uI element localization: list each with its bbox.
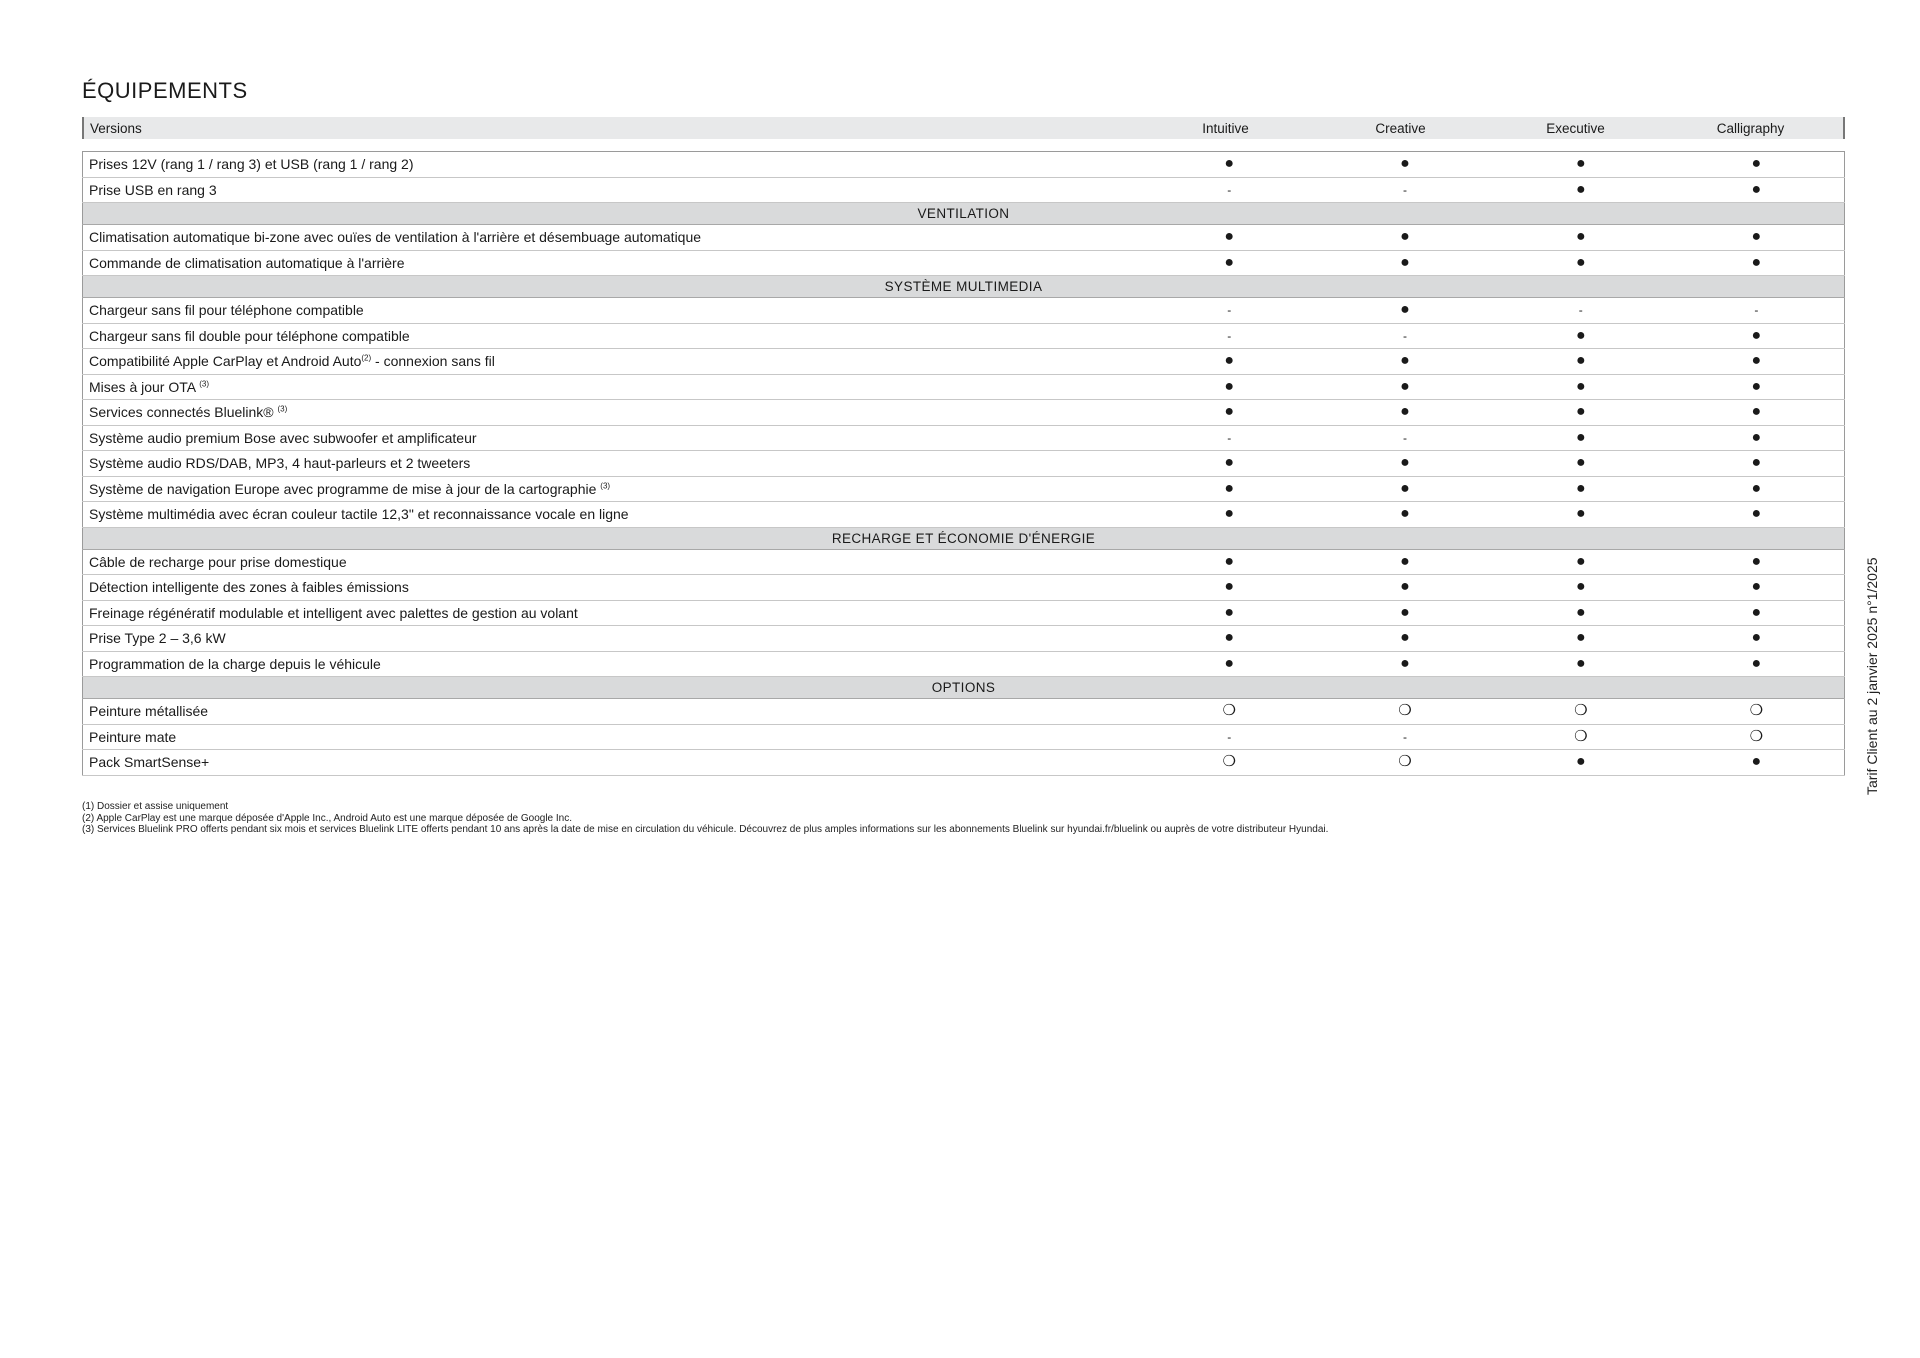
standard-dot-icon: ● [1575, 753, 1586, 771]
table-row [83, 724, 1845, 750]
not-available-dash: - [1402, 182, 1407, 197]
availability-cell [1493, 699, 1669, 725]
footnote-ref: (3) [199, 379, 209, 389]
row-label [83, 374, 1142, 400]
row-label-text: Mises à jour OTA [89, 378, 200, 395]
availability-cell [1141, 298, 1317, 324]
standard-dot-icon: ● [1224, 377, 1235, 395]
standard-dot-icon: ● [1224, 228, 1235, 246]
standard-dot-icon: ● [1751, 352, 1762, 370]
availability-cell [1141, 750, 1317, 776]
option-circle-icon: ❍ [1574, 702, 1588, 720]
row-label [83, 600, 1142, 626]
availability-cell [1141, 626, 1317, 652]
standard-dot-icon: ● [1224, 505, 1235, 523]
row-label-text: Peinture métallisée [89, 703, 209, 720]
standard-dot-icon: ● [1400, 578, 1410, 596]
table-header [82, 117, 1845, 139]
availability-cell [1317, 502, 1493, 528]
availability-cell [1669, 225, 1845, 251]
row-label-text: Peinture mate [89, 728, 177, 745]
row-label [83, 298, 1142, 324]
equipment-table-wrapper [82, 117, 1845, 776]
availability-cell [1669, 323, 1845, 349]
availability-cell [1669, 502, 1845, 528]
footnotes [82, 801, 1328, 836]
section-row [83, 276, 1845, 298]
option-circle-icon: ❍ [1398, 702, 1412, 720]
availability-cell [1141, 575, 1317, 601]
standard-dot-icon: ● [1224, 654, 1235, 672]
standard-dot-icon: ● [1400, 352, 1410, 370]
standard-dot-icon: ● [1575, 326, 1586, 344]
row-label-text: Prise Type 2 – 3,6 kW [89, 630, 226, 647]
row-label [83, 651, 1142, 677]
row-label-text: Câble de recharge pour prise domestique [89, 553, 347, 570]
not-available-dash: - [1402, 430, 1407, 445]
row-label-text: Commande de climatisation automatique à l'arrière [89, 254, 405, 271]
standard-dot-icon: ● [1575, 377, 1586, 395]
standard-dot-icon: ● [1751, 753, 1762, 771]
standard-dot-icon: ● [1224, 629, 1235, 647]
table-row [83, 575, 1845, 601]
row-label-text: Freinage régénératif modulable et intelligent avec palettes de gestion au volant [89, 604, 578, 621]
availability-cell [1669, 549, 1845, 575]
standard-dot-icon: ● [1751, 428, 1762, 446]
table-row [83, 425, 1845, 451]
option-circle-icon: ❍ [1222, 702, 1236, 720]
availability-cell [1493, 724, 1669, 750]
availability-cell [1669, 476, 1845, 502]
availability-cell [1669, 425, 1845, 451]
standard-dot-icon: ● [1224, 578, 1235, 596]
row-label [83, 400, 1142, 426]
section-row [83, 677, 1845, 699]
availability-cell [1317, 600, 1493, 626]
row-label [83, 750, 1142, 776]
table-row [83, 225, 1845, 251]
availability-cell [1141, 323, 1317, 349]
standard-dot-icon: ● [1751, 479, 1762, 497]
availability-cell [1141, 250, 1317, 276]
availability-cell [1493, 250, 1669, 276]
availability-cell [1317, 225, 1493, 251]
standard-dot-icon: ● [1751, 552, 1762, 570]
standard-dot-icon: ● [1575, 253, 1586, 271]
standard-dot-icon: ● [1575, 352, 1586, 370]
option-circle-icon: ❍ [1574, 727, 1588, 745]
availability-cell [1141, 425, 1317, 451]
table-row [83, 549, 1845, 575]
not-available-dash: - [1402, 328, 1407, 343]
availability-cell [1669, 750, 1845, 776]
availability-cell [1317, 374, 1493, 400]
side-note: Tarif Client au 2 janvier 2025 n°1/2025 [1864, 557, 1880, 795]
availability-cell [1493, 177, 1669, 203]
standard-dot-icon: ● [1751, 326, 1762, 344]
table-row [83, 502, 1845, 528]
availability-cell [1141, 177, 1317, 203]
footnote-ref: (3) [277, 404, 288, 414]
table-row [83, 476, 1845, 502]
standard-dot-icon: ● [1224, 552, 1235, 570]
row-label-text: Services connectés Bluelink® [89, 404, 278, 421]
standard-dot-icon: ● [1224, 454, 1235, 472]
availability-cell [1317, 323, 1493, 349]
availability-cell [1493, 600, 1669, 626]
table-row [83, 177, 1845, 203]
availability-cell [1669, 374, 1845, 400]
standard-dot-icon: ● [1751, 155, 1762, 173]
section-row [83, 203, 1845, 225]
availability-cell [1141, 476, 1317, 502]
footnote-3: (3) Services Bluelink PRO offerts pendant six mois et services Bluelink LITE offerts pendant 10 ans après la date de mise en circulation du véhicule. Découvrez de plus amples informations sur les abonnements Bluelink sur hyundai.fr/bluelink ou auprès de votre distributeur Hyundai. [82, 824, 1329, 835]
table-row [83, 250, 1845, 276]
availability-cell [1669, 349, 1845, 375]
standard-dot-icon: ● [1575, 552, 1586, 570]
table-row [83, 750, 1845, 776]
availability-cell [1669, 451, 1845, 477]
row-label [83, 152, 1142, 178]
row-label [83, 250, 1142, 276]
availability-cell [1317, 425, 1493, 451]
availability-cell [1669, 626, 1845, 652]
row-label-text: Climatisation automatique bi-zone avec ouïes de ventilation à l'arrière et désembuage automatique [89, 229, 702, 246]
availability-cell [1493, 651, 1669, 677]
availability-cell [1317, 177, 1493, 203]
standard-dot-icon: ● [1400, 552, 1410, 570]
header-executive: Executive [1546, 120, 1605, 136]
availability-cell [1317, 575, 1493, 601]
table-body [83, 152, 1845, 776]
row-label-text: Chargeur sans fil pour téléphone compatible [89, 302, 364, 319]
availability-cell [1317, 298, 1493, 324]
availability-cell [1317, 651, 1493, 677]
option-circle-icon: ❍ [1398, 753, 1412, 771]
availability-cell [1493, 575, 1669, 601]
availability-cell [1141, 451, 1317, 477]
not-available-dash: - [1227, 729, 1232, 744]
availability-cell [1669, 600, 1845, 626]
row-label [83, 699, 1142, 725]
standard-dot-icon: ● [1575, 654, 1586, 672]
row-label-text: Programmation de la charge depuis le véhicule [89, 655, 381, 672]
standard-dot-icon: ● [1575, 454, 1586, 472]
footnote-ref: (3) [600, 481, 611, 491]
not-available-dash: - [1227, 328, 1232, 343]
row-label [83, 549, 1142, 575]
availability-cell [1493, 400, 1669, 426]
availability-cell [1493, 349, 1669, 375]
availability-cell [1141, 225, 1317, 251]
option-circle-icon: ❍ [1749, 727, 1764, 745]
row-label-suffix: - connexion sans fil [371, 353, 495, 370]
standard-dot-icon: ● [1575, 428, 1586, 446]
not-available-dash: - [1754, 303, 1759, 318]
standard-dot-icon: ● [1224, 253, 1235, 271]
availability-cell [1317, 476, 1493, 502]
availability-cell [1317, 152, 1493, 178]
availability-cell [1493, 374, 1669, 400]
page-title: ÉQUIPEMENTS [82, 78, 248, 103]
standard-dot-icon: ● [1751, 505, 1762, 523]
availability-cell [1141, 651, 1317, 677]
table-row [83, 651, 1845, 677]
option-circle-icon: ❍ [1222, 753, 1236, 771]
section-title: OPTIONS [83, 677, 1845, 699]
table-row [83, 699, 1845, 725]
row-label [83, 502, 1142, 528]
availability-cell [1141, 549, 1317, 575]
row-label-text: Chargeur sans fil double pour téléphone compatible [89, 327, 410, 344]
availability-cell [1317, 699, 1493, 725]
table-row [83, 323, 1845, 349]
availability-cell [1669, 177, 1845, 203]
row-label-text: Système audio RDS/DAB, MP3, 4 haut-parleurs et 2 tweeters [89, 455, 471, 472]
availability-cell [1317, 250, 1493, 276]
standard-dot-icon: ● [1575, 479, 1586, 497]
standard-dot-icon: ● [1751, 603, 1762, 621]
availability-cell [1141, 502, 1317, 528]
standard-dot-icon: ● [1751, 377, 1762, 395]
standard-dot-icon: ● [1224, 603, 1235, 621]
equipment-table [82, 151, 1845, 776]
table-row [83, 400, 1845, 426]
not-available-dash: - [1402, 729, 1407, 744]
not-available-dash: - [1578, 303, 1583, 318]
standard-dot-icon: ● [1400, 228, 1410, 246]
availability-cell [1493, 750, 1669, 776]
standard-dot-icon: ● [1575, 228, 1586, 246]
table-row [83, 349, 1845, 375]
standard-dot-icon: ● [1400, 253, 1410, 271]
row-label [83, 349, 1142, 375]
standard-dot-icon: ● [1224, 479, 1235, 497]
row-label [83, 476, 1142, 502]
availability-cell [1141, 724, 1317, 750]
availability-cell [1669, 400, 1845, 426]
not-available-dash: - [1227, 182, 1232, 197]
standard-dot-icon: ● [1575, 603, 1586, 621]
availability-cell [1493, 225, 1669, 251]
table-row [83, 374, 1845, 400]
availability-cell [1493, 626, 1669, 652]
standard-dot-icon: ● [1751, 654, 1762, 672]
not-available-dash: - [1227, 303, 1232, 318]
header-calligraphy: Calligraphy [1716, 120, 1785, 136]
standard-dot-icon: ● [1575, 155, 1586, 173]
row-label [83, 575, 1142, 601]
table-row [83, 451, 1845, 477]
row-label-text: Compatibilité Apple CarPlay et Android Auto [89, 353, 362, 370]
footnote-1: (1) Dossier et assise uniquement [82, 801, 229, 812]
availability-cell [1141, 349, 1317, 375]
row-label [83, 626, 1142, 652]
availability-cell [1317, 750, 1493, 776]
availability-cell [1317, 724, 1493, 750]
header-versions: Versions [90, 120, 142, 136]
availability-cell [1493, 298, 1669, 324]
availability-cell [1669, 152, 1845, 178]
footnote-ref: (2) [361, 353, 372, 363]
not-available-dash: - [1227, 430, 1232, 445]
availability-cell [1493, 323, 1669, 349]
standard-dot-icon: ● [1400, 629, 1410, 647]
row-label-text: Système audio premium Bose avec subwoofer et amplificateur [89, 429, 477, 446]
section-title: VENTILATION [83, 203, 1845, 225]
availability-cell [1317, 400, 1493, 426]
header-creative: Creative [1375, 120, 1426, 136]
standard-dot-icon: ● [1575, 505, 1586, 523]
availability-cell [1493, 425, 1669, 451]
availability-cell [1317, 549, 1493, 575]
standard-dot-icon: ● [1400, 155, 1410, 173]
standard-dot-icon: ● [1400, 603, 1410, 621]
row-label [83, 177, 1142, 203]
section-row [83, 527, 1845, 549]
row-label-text: Détection intelligente des zones à faibles émissions [89, 579, 409, 596]
row-label-text: Système de navigation Europe avec programme de mise à jour de la cartographie [89, 480, 601, 497]
standard-dot-icon: ● [1751, 180, 1762, 198]
availability-cell [1141, 400, 1317, 426]
availability-cell [1669, 651, 1845, 677]
table-row [83, 600, 1845, 626]
standard-dot-icon: ● [1400, 654, 1410, 672]
availability-cell [1317, 451, 1493, 477]
availability-cell [1493, 451, 1669, 477]
standard-dot-icon: ● [1751, 454, 1762, 472]
standard-dot-icon: ● [1400, 301, 1410, 319]
table-row [83, 298, 1845, 324]
standard-dot-icon: ● [1224, 352, 1235, 370]
row-label [83, 323, 1142, 349]
standard-dot-icon: ● [1751, 578, 1762, 596]
row-label-text: Prise USB en rang 3 [89, 181, 217, 198]
availability-cell [1493, 502, 1669, 528]
standard-dot-icon: ● [1400, 479, 1410, 497]
availability-cell [1493, 549, 1669, 575]
availability-cell [1141, 374, 1317, 400]
standard-dot-icon: ● [1575, 180, 1586, 198]
row-label [83, 451, 1142, 477]
row-label-text: Pack SmartSense+ [89, 754, 210, 771]
availability-cell [1669, 298, 1845, 324]
row-label-text: Prises 12V (rang 1 / rang 3) et USB (rang 1 / rang 2) [89, 156, 414, 173]
row-label [83, 225, 1142, 251]
standard-dot-icon: ● [1751, 629, 1762, 647]
standard-dot-icon: ● [1400, 505, 1410, 523]
standard-dot-icon: ● [1751, 228, 1762, 246]
standard-dot-icon: ● [1400, 403, 1410, 421]
section-title: RECHARGE ET ÉCONOMIE D'ÉNERGIE [83, 527, 1845, 549]
availability-cell [1141, 699, 1317, 725]
availability-cell [1669, 250, 1845, 276]
availability-cell [1141, 600, 1317, 626]
table-row [83, 626, 1845, 652]
availability-cell [1669, 724, 1845, 750]
availability-cell [1317, 349, 1493, 375]
standard-dot-icon: ● [1224, 403, 1235, 421]
row-label [83, 724, 1142, 750]
standard-dot-icon: ● [1575, 403, 1586, 421]
table-row [83, 152, 1845, 178]
standard-dot-icon: ● [1751, 253, 1762, 271]
availability-cell [1317, 626, 1493, 652]
option-circle-icon: ❍ [1749, 702, 1764, 720]
standard-dot-icon: ● [1575, 578, 1586, 596]
availability-cell [1669, 575, 1845, 601]
footnote-2: (2) Apple CarPlay est une marque déposée d'Apple Inc., Android Auto est une marque déposée de Google Inc. [82, 812, 573, 824]
standard-dot-icon: ● [1400, 377, 1410, 395]
availability-cell [1493, 152, 1669, 178]
availability-cell [1141, 152, 1317, 178]
row-label-text: Système multimédia avec écran couleur tactile 12,3" et reconnaissance vocale en ligne [89, 506, 629, 523]
availability-cell [1669, 699, 1845, 725]
row-label [83, 425, 1142, 451]
availability-cell [1493, 476, 1669, 502]
header-intuitive: Intuitive [1202, 120, 1249, 136]
standard-dot-icon: ● [1400, 454, 1410, 472]
standard-dot-icon: ● [1575, 629, 1586, 647]
standard-dot-icon: ● [1224, 155, 1235, 173]
section-title: SYSTÈME MULTIMEDIA [83, 276, 1845, 298]
standard-dot-icon: ● [1751, 403, 1762, 421]
